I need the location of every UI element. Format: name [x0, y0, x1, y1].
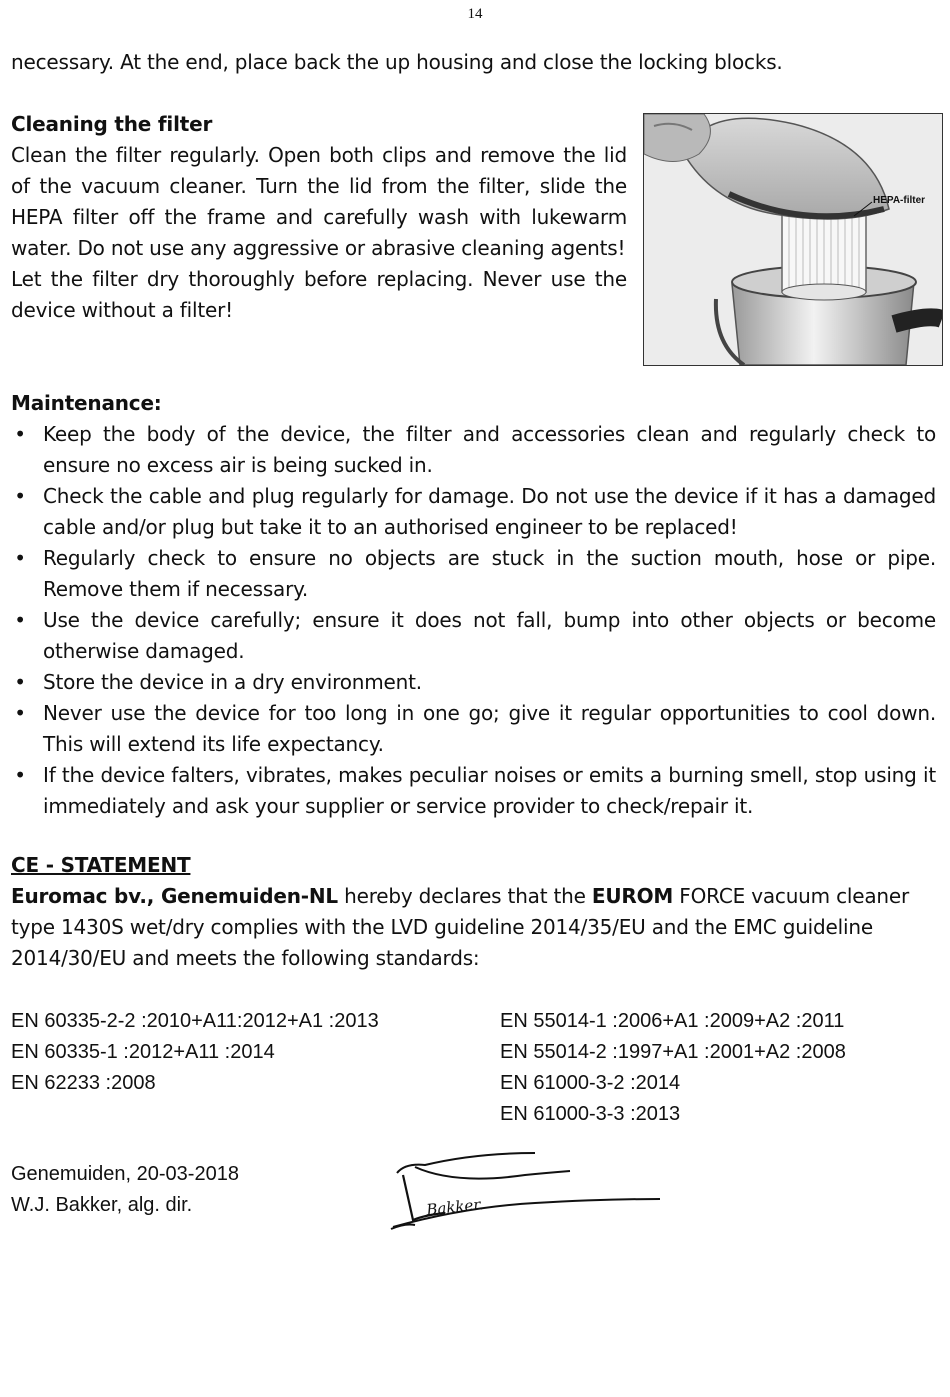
bullet-icon: •	[14, 670, 26, 694]
list-item	[11, 667, 936, 698]
list-item	[11, 760, 936, 822]
intro-line: necessary. At the end, place back the up housing and close the locking blocks.	[11, 50, 783, 74]
ce-text-2: FORCE vacuum cleaner type 1430S wet/dry complies with the LVD guideline 2014/35/EU and the EMC guideline 2014/30/EU and meets the following standards:	[11, 884, 909, 970]
list-item-text: Use the device carefully; ensure it does not fall, bump into other objects or become otherwise damaged.	[43, 608, 936, 663]
company-name: Euromac bv., Genemuiden-NL	[11, 884, 338, 908]
list-item-text: If the device falters, vibrates, makes peculiar noises or emits a burning smell, stop using it immediately and ask your supplier or service provider to check/repair it.	[43, 763, 936, 818]
standard-item: EN 62233 :2008	[11, 1072, 156, 1094]
list-item	[11, 605, 936, 667]
bullet-icon: •	[14, 763, 26, 787]
standards-left-column	[11, 1006, 379, 1099]
brand-name: EUROM	[591, 884, 674, 908]
ce-statement-section	[11, 850, 936, 974]
hepa-filter-photo	[643, 113, 943, 366]
maintenance-list	[11, 419, 936, 822]
list-item	[11, 481, 936, 543]
list-item	[11, 698, 936, 760]
standard-item: EN 61000-3-2 :2014	[500, 1072, 681, 1094]
list-item-text: Regularly check to ensure no objects are stuck in the suction mouth, hose or pipe. Remove them if necessary.	[43, 546, 936, 601]
ce-text-1: hereby declares that the	[337, 884, 592, 908]
place-date: Genemuiden, 20-03-2018	[11, 1163, 239, 1185]
standards-right-column	[500, 1006, 846, 1130]
standard-item: EN 55014-2 :1997+A1 :2001+A2 :2008	[500, 1041, 846, 1063]
page-number: 14	[467, 6, 483, 22]
standard-item: EN 60335-2-2 :2010+A11:2012+A1 :2013	[11, 1010, 379, 1032]
label-leader-line	[644, 114, 942, 365]
maintenance-section	[11, 388, 936, 822]
list-item-text: Never use the device for too long in one go; give it regular opportunities to cool down. This will extend its life expectancy.	[43, 701, 936, 756]
filter-paragraph-1: Clean the filter regularly. Open both clips and remove the lid of the vacuum cleaner. Turn the lid from the filter, slide the HEPA filter off the frame and carefully wash with lukewarm water. Do not use any aggressive or abrasive cleaning agents!	[11, 143, 627, 260]
bullet-icon: •	[14, 422, 26, 446]
handwritten-signature	[385, 1145, 665, 1235]
list-item-text: Keep the body of the device, the filter and accessories clean and regularly check to ensure no excess air is being sucked in.	[43, 422, 936, 477]
bullet-icon: •	[14, 701, 26, 725]
list-item-text: Check the cable and plug regularly for damage. Do not use the device if it has a damaged cable and/or plug but take it to an authorised engineer to be replaced!	[43, 484, 936, 539]
list-item-text: Store the device in a dry environment.	[43, 670, 422, 694]
standard-item: EN 55014-1 :2006+A1 :2009+A2 :2011	[500, 1010, 845, 1032]
filter-paragraph-2: Let the filter dry thoroughly before replacing. Never use the device without a filter!	[11, 267, 627, 322]
list-item	[11, 543, 936, 605]
filter-heading: Cleaning the filter	[11, 112, 213, 136]
hepa-filter-label: HEPA-filter	[873, 195, 926, 206]
ce-declaration	[11, 881, 936, 974]
ce-heading: CE - STATEMENT	[11, 853, 191, 877]
filter-section	[11, 109, 627, 326]
standard-item: EN 61000-3-3 :2013	[500, 1103, 681, 1125]
svg-text:Bakker.: Bakker.	[425, 1195, 485, 1219]
signoff-block	[11, 1159, 239, 1221]
bullet-icon: •	[14, 484, 26, 508]
bullet-icon: •	[14, 546, 26, 570]
list-item	[11, 419, 936, 481]
bullet-icon: •	[14, 608, 26, 632]
standard-item: EN 60335-1 :2012+A11 :2014	[11, 1041, 275, 1063]
signatory: W.J. Bakker, alg. dir.	[11, 1194, 193, 1216]
maintenance-heading: Maintenance:	[11, 391, 162, 415]
